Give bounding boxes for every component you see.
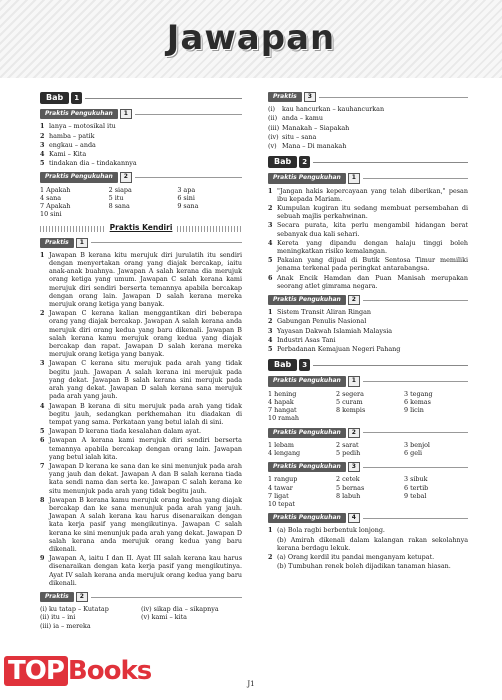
section-heading xyxy=(40,172,242,182)
answer-grid xyxy=(268,390,468,423)
list-item xyxy=(268,256,468,272)
item-number: (iv) xyxy=(268,132,279,141)
kendiri-label: Praktis Kendiri xyxy=(109,223,173,233)
answer-list xyxy=(268,526,468,570)
item-text: (a) Bola ragbi berbentuk lonjong. xyxy=(277,526,385,535)
section-number: 1 xyxy=(76,238,88,248)
list-item xyxy=(268,221,468,237)
item-number: 3 xyxy=(40,140,45,149)
divider xyxy=(91,242,242,243)
item-number: 5 xyxy=(40,159,45,168)
section-number: 1 xyxy=(120,109,132,119)
item-number: 1 xyxy=(40,122,45,131)
list-item xyxy=(40,427,242,435)
item-text: Jawapan A kerana kami merujuk diri sendiri berserta temannya apabila bercakap dengan orang lain. Jawapan yang betul ialah kita. xyxy=(49,436,242,461)
list-item xyxy=(268,562,468,570)
item-text: Secara purata, kita perlu mengambil hidangan berat sebanyak dua kali sehari. xyxy=(277,221,468,238)
item-number: 2 xyxy=(40,309,45,318)
item-text: Jawapan B kerana di situ merujuk pada arah yang tidak begitu jauh, sedangkan perkhemahan itu diadakan di tempat yang sama. Perkataan yang betul ialah di sini. xyxy=(49,401,242,426)
grid-cell: 2 siapa xyxy=(108,185,132,194)
divider xyxy=(313,162,468,163)
grid-cell: 6 geli xyxy=(404,448,423,457)
answer-grid xyxy=(268,441,468,457)
item-number: 4 xyxy=(268,238,273,247)
grid-cell: 4 sana xyxy=(40,193,62,202)
section-number: 4 xyxy=(348,513,360,523)
grid-cell: 5 pedih xyxy=(336,448,361,457)
header-banner xyxy=(0,0,502,78)
list-item xyxy=(268,124,468,132)
grid-cell: 9 licin xyxy=(404,406,424,415)
grid-cell: 8 sana xyxy=(108,202,130,211)
grid-cell: 6 tertib xyxy=(404,483,429,492)
item-text: Jawapan A, iaitu I dan II. Ayat III salah kerana kau harus disenaraikan dengan kata kerja pasif yang mengikutinya. Ayat IV salah kerana anda merujuk orang kedua yang baru dikenali. xyxy=(49,554,242,587)
item-text: Jawapan C kerana kalian menggantikan diri beberapa orang yang diajak bercakap. Jawapan A salah kerana anda merujuk diri orang kedua yang baru dikenali. Jawapan B salah kerana kamu merujuk orang kedua yang diajak bercakap dan rapat. Jawapan D salah kerana mereka merujuk orang ketiga yang banyak. xyxy=(49,309,242,359)
list-item xyxy=(40,436,242,461)
grid-cell: 5 bernas xyxy=(336,483,365,492)
item-number xyxy=(268,536,277,552)
item-number: 3 xyxy=(268,326,273,335)
item-text: (b) Tumbuhan renek boleh dijadikan tanaman hiasan. xyxy=(277,562,451,571)
list-item xyxy=(268,317,468,325)
item-number: 1 xyxy=(268,526,273,535)
list-item xyxy=(40,462,242,495)
list-item xyxy=(268,105,468,113)
grid-cell: 8 kempis xyxy=(336,406,366,415)
grid-cell: (v) kami – kita xyxy=(141,613,187,622)
item-text: situ – sana xyxy=(282,132,317,141)
grid-cell: 3 benjol xyxy=(404,440,430,449)
grid-cell: 10 ramah xyxy=(268,414,300,423)
list-item xyxy=(268,327,468,335)
bab-3-heading xyxy=(268,359,468,371)
grid-cell: 2 segera xyxy=(336,389,364,398)
item-text: Yayasan Dakwah Islamiah Malaysia xyxy=(277,326,393,335)
grid-cell: 3 apa xyxy=(177,185,196,194)
section-heading xyxy=(268,513,468,523)
item-text: Industri Asas Tani xyxy=(277,335,336,344)
item-number: 1 xyxy=(268,308,273,317)
grid-cell: 4 lengang xyxy=(268,448,301,457)
list-item xyxy=(268,526,468,534)
decor-bar xyxy=(40,226,105,232)
item-text: tindakan dia – tindakannya xyxy=(49,159,137,168)
grid-cell: 9 tebal xyxy=(404,491,427,500)
list-item xyxy=(268,336,468,344)
grid-cell: (iii) ia – mereka xyxy=(40,621,91,630)
item-number: 1 xyxy=(268,186,273,195)
section-number: 1 xyxy=(348,376,360,386)
item-number: 4 xyxy=(268,335,273,344)
grid-cell: 1 lebam xyxy=(268,440,294,449)
divider xyxy=(313,365,468,366)
section-heading xyxy=(40,238,242,248)
bab-number: 1 xyxy=(71,92,82,104)
divider xyxy=(363,178,468,179)
grid-cell: 2 cetek xyxy=(336,475,360,484)
grid-cell: 5 itu xyxy=(108,193,124,202)
divider xyxy=(363,300,468,301)
item-text: Jawapan D kerana ke sana dan ke sini menunjuk pada arah yang jauh dan dekat. Jawapan A dan B salah kerana tiada kata sendi nama dan serta ke. Jawapan C salah kerana ke situ menunjuk pada arah yang tidak begitu jauh. xyxy=(49,461,242,495)
section-number: 3 xyxy=(348,462,360,472)
logo-books: Books xyxy=(67,656,152,686)
answer-grid xyxy=(40,186,242,219)
grid-cell: 3 sibuk xyxy=(404,475,428,484)
item-number: 6 xyxy=(40,436,45,445)
bab-1-heading xyxy=(40,92,242,104)
section-label: Praktis Pengukuhan xyxy=(268,513,346,523)
item-text: "Jangan hakis kepercayaan yang telah diberikan," pesan ibu kepada Mariam. xyxy=(277,186,468,203)
section-label: Praktis Pengukuhan xyxy=(268,462,346,472)
section-heading xyxy=(40,592,242,602)
divider xyxy=(363,432,468,433)
section-number: 3 xyxy=(304,92,316,102)
list-item xyxy=(268,187,468,203)
kendiri-heading xyxy=(40,224,242,232)
item-text: Jawapan D kerana tiada kesalahan dalam ayat. xyxy=(49,427,202,436)
item-text: (b) Amirah dikenali dalam kalangan rakan sekolahnya kerana berdagu lekuk. xyxy=(277,535,468,552)
list-item xyxy=(40,496,242,553)
right-column xyxy=(268,92,468,571)
grid-cell: 3 tegang xyxy=(404,389,433,398)
list-item xyxy=(268,133,468,141)
divider xyxy=(85,98,242,99)
answer-grid xyxy=(40,605,242,630)
item-number: 3 xyxy=(40,359,45,368)
answer-grid xyxy=(268,475,468,508)
section-number: 1 xyxy=(348,173,360,183)
item-number: 8 xyxy=(40,495,45,504)
bab-number: 3 xyxy=(299,359,310,371)
section-label: Praktis Pengukuhan xyxy=(40,172,118,182)
grid-cell: (iv) sikap dia – sikapnya xyxy=(141,605,219,614)
item-text: Jawapan C kerana situ merujuk pada arah yang tidak begitu jauh. Jawapan A salah kerana ini merujuk pada yang dekat. Jawapan B salah kerana sini merujuk pada arah yang dekat. Jawapan D salah kerana sana merujuk pada arah yang jauh. xyxy=(49,359,242,401)
grid-cell: 1 Apakah xyxy=(40,185,71,194)
grid-cell: 7 hangat xyxy=(268,406,297,415)
item-text: anda – kamu xyxy=(282,114,323,123)
logo-top: TOP xyxy=(4,656,68,686)
list-item xyxy=(268,345,468,353)
item-number: 5 xyxy=(268,345,273,354)
item-number: (v) xyxy=(268,142,277,151)
item-text: kau hancurkan – kauhancurkan xyxy=(282,105,385,114)
list-item xyxy=(268,274,468,290)
grid-cell: 9 sana xyxy=(177,202,199,211)
section-heading xyxy=(268,462,468,472)
answer-list xyxy=(268,308,468,353)
answer-list xyxy=(268,105,468,150)
divider xyxy=(135,114,242,115)
item-text: Kumpulan kugiran itu sedang membuat persembahan di sebuah majlis perkahwinan. xyxy=(277,204,468,221)
section-label: Praktis Pengukuhan xyxy=(268,428,346,438)
item-number xyxy=(268,562,277,570)
section-label: Praktis xyxy=(40,592,74,602)
section-number: 2 xyxy=(348,428,360,438)
grid-cell: 2 sarat xyxy=(336,440,359,449)
item-text: Anak Encik Hamdan dan Puan Manisah merupakan seorang atlet gimrama negara. xyxy=(277,273,468,290)
list-item xyxy=(268,553,468,561)
item-number: 3 xyxy=(268,221,273,230)
list-item xyxy=(40,122,242,130)
answer-list xyxy=(268,187,468,290)
grid-cell: (ii) itu – ini xyxy=(40,613,76,622)
grid-cell: 1 rangup xyxy=(268,475,298,484)
item-number: 4 xyxy=(40,150,45,159)
item-number: 9 xyxy=(40,554,45,563)
item-number: 2 xyxy=(40,131,45,140)
section-number: 2 xyxy=(348,295,360,305)
grid-cell: 10 sini xyxy=(40,210,62,219)
answer-list xyxy=(40,251,242,587)
grid-cell: 6 sini xyxy=(177,193,195,202)
item-text: engkau – anda xyxy=(49,140,96,149)
list-item xyxy=(40,159,242,167)
item-text: Gabungan Penulis Nasional xyxy=(277,317,367,326)
page-title: Jawapan xyxy=(166,18,336,58)
list-item xyxy=(40,402,242,427)
divider xyxy=(363,467,468,468)
list-item xyxy=(268,308,468,316)
bab-label: Bab xyxy=(268,359,297,371)
item-number: 5 xyxy=(40,427,45,436)
section-number: 2 xyxy=(76,592,88,602)
section-label: Praktis Pengukuhan xyxy=(268,376,346,386)
section-heading xyxy=(268,295,468,305)
list-item xyxy=(268,204,468,220)
list-item xyxy=(268,239,468,255)
section-heading xyxy=(268,173,468,183)
item-text: Perbadanan Kemajuan Negeri Pahang xyxy=(277,345,401,354)
section-label: Praktis Pengukuhan xyxy=(268,295,346,305)
divider xyxy=(135,177,242,178)
item-number: 2 xyxy=(268,204,273,213)
divider xyxy=(319,97,468,98)
answer-list xyxy=(40,122,242,167)
grid-cell: 4 hapak xyxy=(268,397,294,406)
section-heading xyxy=(268,376,468,386)
grid-cell: 4 tawar xyxy=(268,483,293,492)
item-number: 4 xyxy=(40,401,45,410)
list-item xyxy=(268,536,468,552)
item-number: (iii) xyxy=(268,123,280,132)
item-number: 5 xyxy=(268,256,273,265)
section-heading xyxy=(268,92,468,102)
divider xyxy=(363,518,468,519)
list-item xyxy=(40,150,242,158)
list-item xyxy=(40,141,242,149)
item-number: 7 xyxy=(40,461,45,470)
section-number: 2 xyxy=(120,172,132,182)
item-text: Sistem Transit Aliran Ringan xyxy=(277,308,372,317)
grid-cell: 5 curam xyxy=(336,397,363,406)
left-column xyxy=(40,92,242,630)
grid-cell: (i) ku tatap – Kutatap xyxy=(40,605,109,614)
decor-bar xyxy=(177,226,242,232)
item-number: 1 xyxy=(40,250,45,259)
item-text: hamba – patik xyxy=(49,131,95,140)
item-text: Kereta yang dipandu dengan halaju tinggi boleh meningkatkan risiko kemalangan. xyxy=(277,238,468,256)
list-item xyxy=(40,251,242,308)
section-label: Praktis xyxy=(40,238,74,248)
list-item xyxy=(40,554,242,587)
section-label: Praktis Pengukuhan xyxy=(268,173,346,183)
item-number: 6 xyxy=(268,273,273,282)
item-text: Jawapan B kerana kitu merujuk diri jurulatih itu sendiri dengan menyertakan orang yang diajak bercakap, iaitu anak-anak buahnya. Jawapan A salah kerana dia merujuk orang ketiga yang umum. Jawapan C salah kerana kami merujuk diri sendiri berserta temannya apabila bercakap dengan orang lain. Jawapan D salah kerana mereka merujuk orang ketiga yang banyak. xyxy=(49,250,242,309)
item-number: (i) xyxy=(268,105,276,114)
item-text: (a) Orang kerdil itu pandai menganyam ketupat. xyxy=(277,552,435,561)
bab-number: 2 xyxy=(299,156,310,168)
item-text: Manakah – Siapakah xyxy=(282,123,350,132)
list-item xyxy=(268,142,468,150)
item-text: lanya – motosikal itu xyxy=(49,122,116,131)
bab-2-heading xyxy=(268,156,468,168)
list-item xyxy=(40,359,242,400)
list-item xyxy=(40,309,242,358)
item-number: 2 xyxy=(268,317,273,326)
divider xyxy=(363,381,468,382)
list-item xyxy=(40,132,242,140)
item-text: Jawapan B kerana kamu merujuk orang kedua yang diajak bercakap dan ke sana menunjuk pada arah yang jauh. Jawapan A salah kerana kau harus disenaraikan dengan kata kerja pasif yang mengikutinya. Jawapan C salah kerana ke sini menunjuk pada arah yang dekat. Jawapan D salah kerana anda merujuk orang kedua yang baru dikenali. xyxy=(49,495,242,553)
page-number: J1 xyxy=(247,680,255,688)
item-number: 2 xyxy=(268,552,273,561)
list-item xyxy=(268,114,468,122)
grid-cell: 7 ligat xyxy=(268,491,289,500)
item-number: (ii) xyxy=(268,114,278,123)
bab-label: Bab xyxy=(268,156,297,168)
grid-cell: 6 kemas xyxy=(404,397,431,406)
divider xyxy=(91,597,242,598)
item-text: Kami – Kita xyxy=(49,150,87,159)
section-label: Praktis xyxy=(268,92,302,102)
section-label: Praktis Pengukuhan xyxy=(40,109,118,119)
item-text: Mana – Di manakah xyxy=(282,142,347,151)
grid-cell: 1 hening xyxy=(268,389,297,398)
bab-label: Bab xyxy=(40,92,69,104)
grid-cell: 7 Apakah xyxy=(40,202,71,211)
section-heading xyxy=(268,428,468,438)
grid-cell: 10 tepat xyxy=(268,499,295,508)
item-text: Pakaian yang dijual di Butik Sentosa Timur memiliki jenama terkenal pada peringkat antarabangsa. xyxy=(277,256,468,273)
section-heading xyxy=(40,109,242,119)
grid-cell: 8 labuh xyxy=(336,491,361,500)
